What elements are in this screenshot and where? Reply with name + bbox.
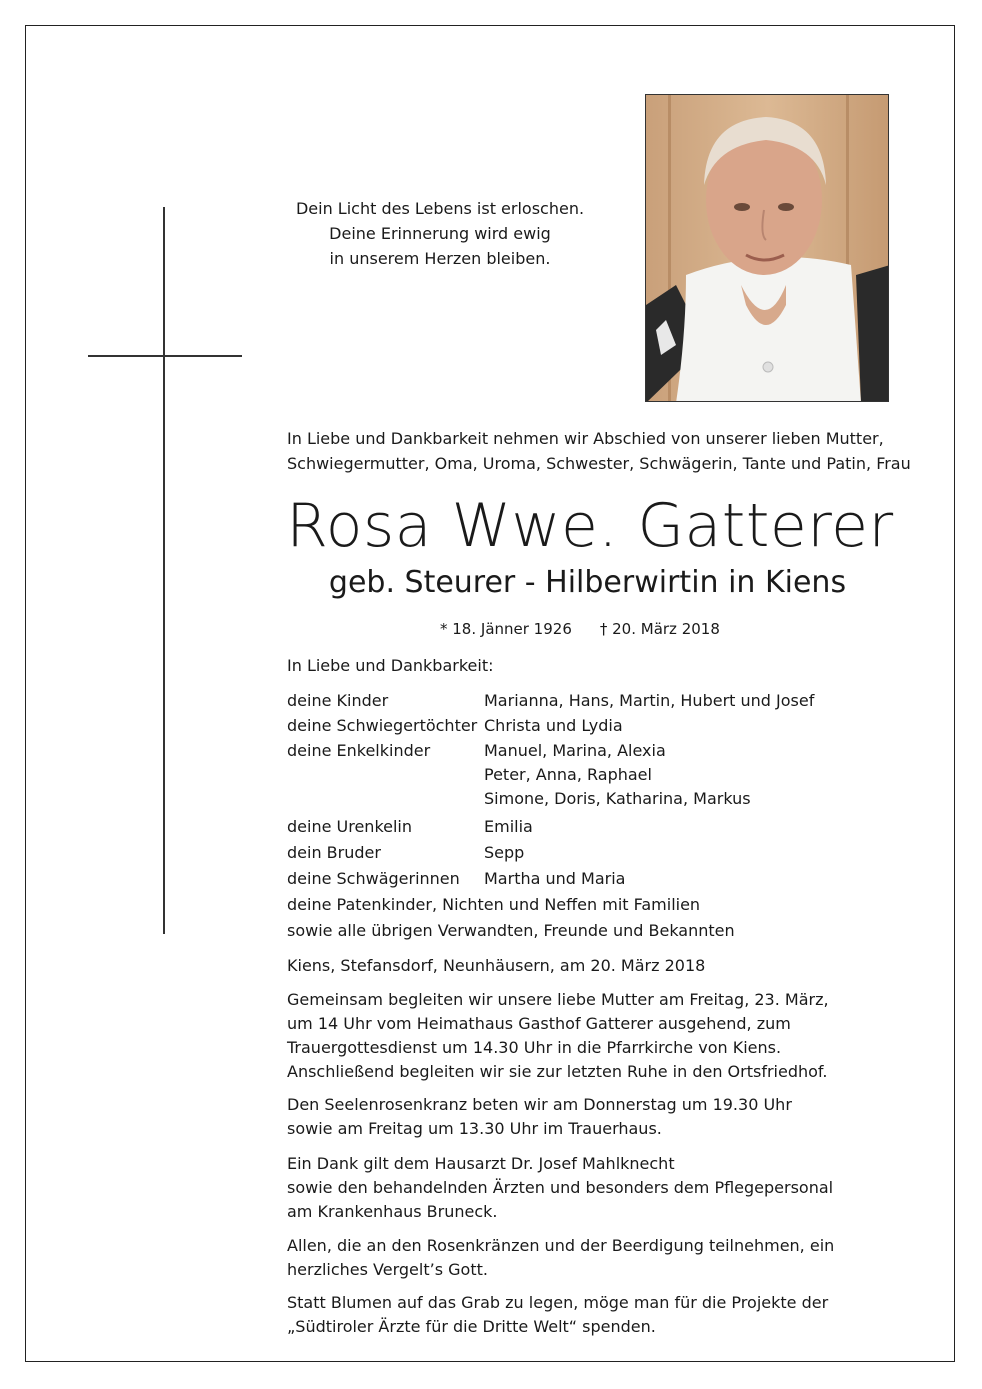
thanks-paragraph (287, 1152, 833, 1224)
paragraph-line: „Südtiroler Ärzte für die Dritte Welt“ spenden. (287, 1317, 656, 1336)
cross-icon-horizontal (88, 355, 242, 357)
rosary-paragraph (287, 1093, 792, 1141)
mourner-label: deine Kinder (287, 691, 389, 710)
mourner-names: Martha und Maria (484, 869, 626, 888)
quote-line: in unserem Herzen bleiben. (329, 249, 551, 268)
mourner-label: deine Enkelkinder (287, 741, 431, 760)
paragraph-line: am Krankenhaus Bruneck. (287, 1202, 498, 1221)
paragraph-line: Gemeinsam begleiten wir unsere liebe Mutter am Freitag, 23. März, (287, 990, 829, 1009)
mourner-names: Sepp (484, 843, 525, 862)
mourner-names: Peter, Anna, Raphael (484, 765, 652, 784)
gratitude-paragraph (287, 1234, 834, 1282)
paragraph-line: herzliches Vergelt’s Gott. (287, 1260, 488, 1279)
paragraph-line: Den Seelenrosenkranz beten wir am Donnerstag um 19.30 Uhr (287, 1095, 792, 1114)
memorial-quote (270, 196, 610, 271)
portrait-illustration (646, 95, 889, 402)
mourner-names: Emilia (484, 817, 533, 836)
deceased-subtitle: geb. Steurer - Hilberwirtin in Kiens (328, 565, 847, 600)
mourners-extra (287, 892, 735, 944)
birth-date: * 18. Jänner 1926 (440, 620, 572, 638)
quote-line: Dein Licht des Lebens ist erloschen. (295, 199, 585, 218)
intro-text (287, 426, 911, 476)
intro-line: In Liebe und Dankbarkeit nehmen wir Abschied von unserer lieben Mutter, (287, 429, 884, 448)
paragraph-line: Allen, die an den Rosenkränzen und der Beerdigung teilnehmen, ein (287, 1236, 835, 1255)
paragraph-line: sowie den behandelnden Ärzten und besonders dem Pflegepersonal (287, 1178, 834, 1197)
paragraph-line: Anschließend begleiten wir sie zur letzten Ruhe in den Ortsfriedhof. (287, 1062, 828, 1081)
mourner-names: Christa und Lydia (484, 716, 623, 735)
death-date: † 20. März 2018 (599, 620, 720, 638)
donation-paragraph (287, 1291, 828, 1339)
cross-icon-vertical (163, 207, 165, 934)
paragraph-line: Trauergottesdienst um 14.30 Uhr in die Pfarrkirche von Kiens. (287, 1038, 782, 1057)
funeral-paragraph (287, 988, 829, 1084)
portrait-photo (645, 94, 889, 402)
place-date: Kiens, Stefansdorf, Neunhäusern, am 20. März 2018 (287, 956, 706, 975)
mourner-label: deine Schwiegertöchter (287, 716, 478, 735)
paragraph-line: sowie am Freitag um 13.30 Uhr im Trauerhaus. (287, 1119, 662, 1138)
paragraph-line: Statt Blumen auf das Grab zu legen, möge man für die Projekte der (287, 1293, 829, 1312)
mourner-names: Manuel, Marina, Alexia (484, 741, 666, 760)
mourner-names: Simone, Doris, Katharina, Markus (484, 789, 751, 808)
quote-line: Deine Erinnerung wird ewig (329, 224, 551, 243)
mourner-label: deine Urenkelin (287, 817, 413, 836)
mourners-extra-line: sowie alle übrigen Verwandten, Freunde und Bekannten (287, 921, 735, 940)
mourner-label: deine Schwägerinnen (287, 869, 460, 888)
deceased-name: Rosa Wwe. Gatterer (286, 491, 894, 561)
mourners-extra-line: deine Patenkinder, Nichten und Neffen mit Familien (287, 895, 701, 914)
mourner-label: dein Bruder (287, 843, 381, 862)
intro-line: Schwiegermutter, Oma, Uroma, Schwester, Schwägerin, Tante und Patin, Frau (287, 454, 911, 473)
mourners-heading: In Liebe und Dankbarkeit: (287, 656, 494, 675)
paragraph-line: Ein Dank gilt dem Hausarzt Dr. Josef Mahlknecht (287, 1154, 675, 1173)
mourner-names: Marianna, Hans, Martin, Hubert und Josef (484, 691, 815, 710)
life-dates (440, 618, 720, 640)
paragraph-line: um 14 Uhr vom Heimathaus Gasthof Gatterer ausgehend, zum (287, 1014, 791, 1033)
